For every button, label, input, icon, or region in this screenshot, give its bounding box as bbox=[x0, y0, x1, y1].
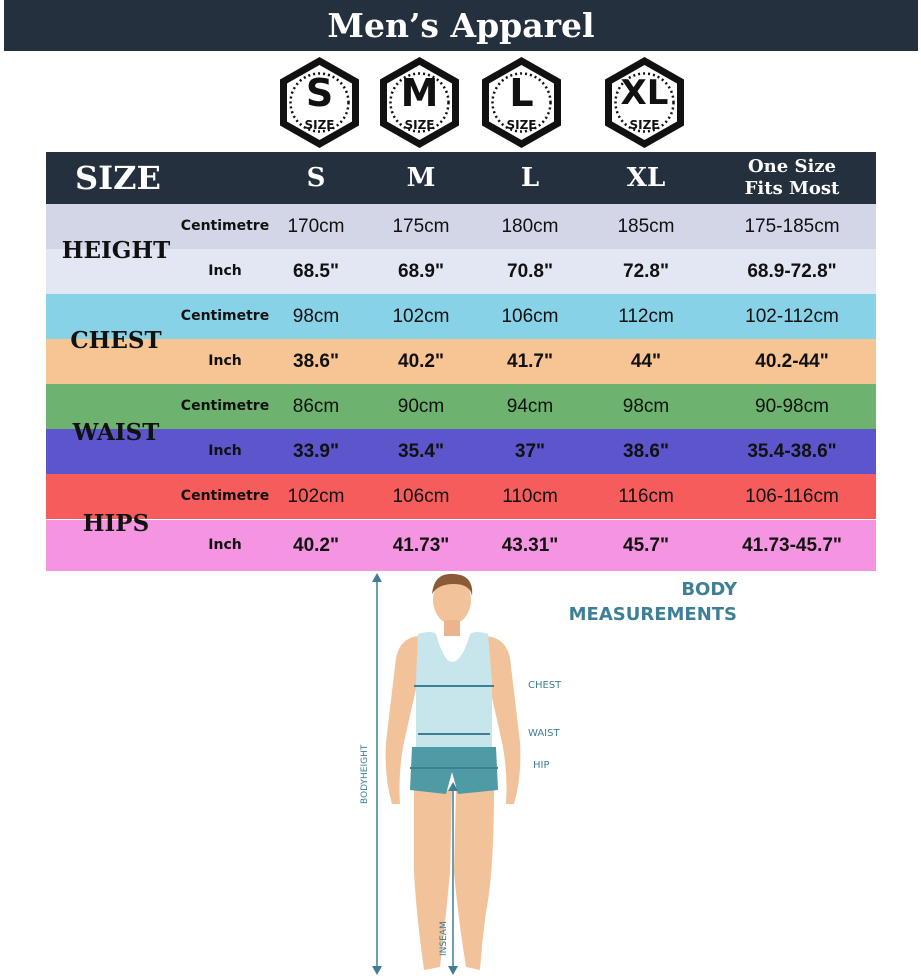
table-cell: 40.2" bbox=[398, 351, 444, 372]
column-header-m: M bbox=[406, 163, 436, 193]
unit-label: Centimetre bbox=[180, 308, 270, 324]
category-waist: WAIST bbox=[72, 419, 160, 446]
one-size-line1: One Size bbox=[748, 156, 836, 177]
table-cell: 68.9" bbox=[398, 261, 444, 282]
table-cell: 44" bbox=[630, 351, 662, 372]
badge-label: SIZE bbox=[404, 118, 435, 132]
table-cell: 175cm bbox=[392, 216, 450, 237]
category-hips: HIPS bbox=[82, 510, 150, 537]
badge-letter: M bbox=[400, 71, 439, 115]
chest-label: CHEST bbox=[528, 680, 562, 691]
table-cell: 38.6" bbox=[623, 441, 669, 462]
table-cell: 106cm bbox=[501, 306, 559, 327]
table-cell: 40.2" bbox=[293, 535, 339, 556]
body-measurement-figure bbox=[0, 572, 921, 976]
size-badges bbox=[0, 55, 921, 150]
table-cell: 45.7" bbox=[623, 535, 669, 556]
bodyheight-label: BODYHEIGHT bbox=[360, 744, 370, 804]
size-badge-l bbox=[474, 55, 569, 150]
column-header-one-size bbox=[722, 156, 862, 200]
badge-label: SIZE bbox=[629, 118, 660, 132]
table-cell: 98cm bbox=[622, 396, 670, 417]
table-cell: 106-116cm bbox=[745, 486, 839, 507]
table-cell: 43.31" bbox=[501, 535, 559, 556]
table-cell: 90cm bbox=[397, 396, 445, 417]
size-badge-m bbox=[372, 55, 467, 150]
table-cell: 185cm bbox=[617, 216, 675, 237]
table-cell: 102cm bbox=[392, 306, 450, 327]
size-badge-xl bbox=[597, 55, 692, 150]
badge-label: SIZE bbox=[506, 118, 537, 132]
unit-label: Centimetre bbox=[180, 488, 270, 504]
table-cell: 112cm bbox=[618, 306, 674, 327]
table-cell: 175-185cm bbox=[744, 216, 840, 237]
size-badge-s bbox=[272, 55, 367, 150]
table-cell: 102cm bbox=[287, 486, 345, 507]
table-cell: 86cm bbox=[292, 396, 340, 417]
column-header-xl: XL bbox=[626, 163, 666, 193]
unit-label: Inch bbox=[208, 263, 242, 279]
hip-label: HIP bbox=[533, 760, 550, 771]
table-cell: 41.7" bbox=[507, 351, 553, 372]
one-size-line2: Fits Most bbox=[744, 178, 840, 199]
unit-label: Centimetre bbox=[180, 218, 270, 234]
unit-label: Inch bbox=[208, 443, 242, 459]
table-cell: 110cm bbox=[502, 486, 558, 507]
badge-letter: XL bbox=[620, 73, 669, 113]
table-cell: 106cm bbox=[392, 486, 450, 507]
size-header: SIZE bbox=[75, 159, 161, 197]
badge-letter: L bbox=[509, 71, 534, 115]
person-illustration bbox=[0, 572, 921, 976]
table-cell: 40.2-44" bbox=[755, 351, 829, 372]
table-header bbox=[46, 152, 876, 204]
body-title-line2: MEASUREMENTS bbox=[568, 604, 737, 625]
inseam-label: INSEAM bbox=[439, 921, 449, 956]
page-title: Men’s Apparel bbox=[4, 0, 918, 51]
table-cell: 68.5" bbox=[293, 261, 339, 282]
table-cell: 102-112cm bbox=[745, 306, 839, 327]
table-cell: 35.4" bbox=[398, 441, 444, 462]
column-header-s: S bbox=[306, 163, 326, 193]
table-cell: 116cm bbox=[618, 486, 674, 507]
unit-label: Centimetre bbox=[180, 398, 270, 414]
table-cell: 94cm bbox=[506, 396, 554, 417]
body-title-line1: BODY bbox=[681, 579, 737, 600]
table-cell: 41.73" bbox=[392, 535, 450, 556]
table-cell: 41.73-45.7" bbox=[742, 535, 842, 556]
table-cell: 70.8" bbox=[507, 261, 553, 282]
badge-letter: S bbox=[305, 71, 334, 115]
unit-label: Inch bbox=[208, 537, 242, 553]
table-cell: 180cm bbox=[501, 216, 559, 237]
category-height: HEIGHT bbox=[61, 237, 171, 264]
category-chest: CHEST bbox=[70, 327, 162, 354]
table-cell: 37" bbox=[514, 441, 546, 462]
table-cell: 35.4-38.6" bbox=[747, 441, 837, 462]
badge-label: SIZE bbox=[304, 118, 335, 132]
waist-label: WAIST bbox=[528, 728, 560, 739]
column-header-l: L bbox=[520, 163, 540, 193]
table-cell: 170cm bbox=[287, 216, 345, 237]
table-cell: 33.9" bbox=[293, 441, 339, 462]
unit-label: Inch bbox=[208, 353, 242, 369]
table-cell: 68.9-72.8" bbox=[747, 261, 837, 282]
table-cell: 90-98cm bbox=[755, 396, 829, 417]
size-chart-table bbox=[46, 152, 876, 571]
table-cell: 98cm bbox=[292, 306, 340, 327]
table-cell: 72.8" bbox=[623, 261, 669, 282]
table-cell: 38.6" bbox=[293, 351, 339, 372]
